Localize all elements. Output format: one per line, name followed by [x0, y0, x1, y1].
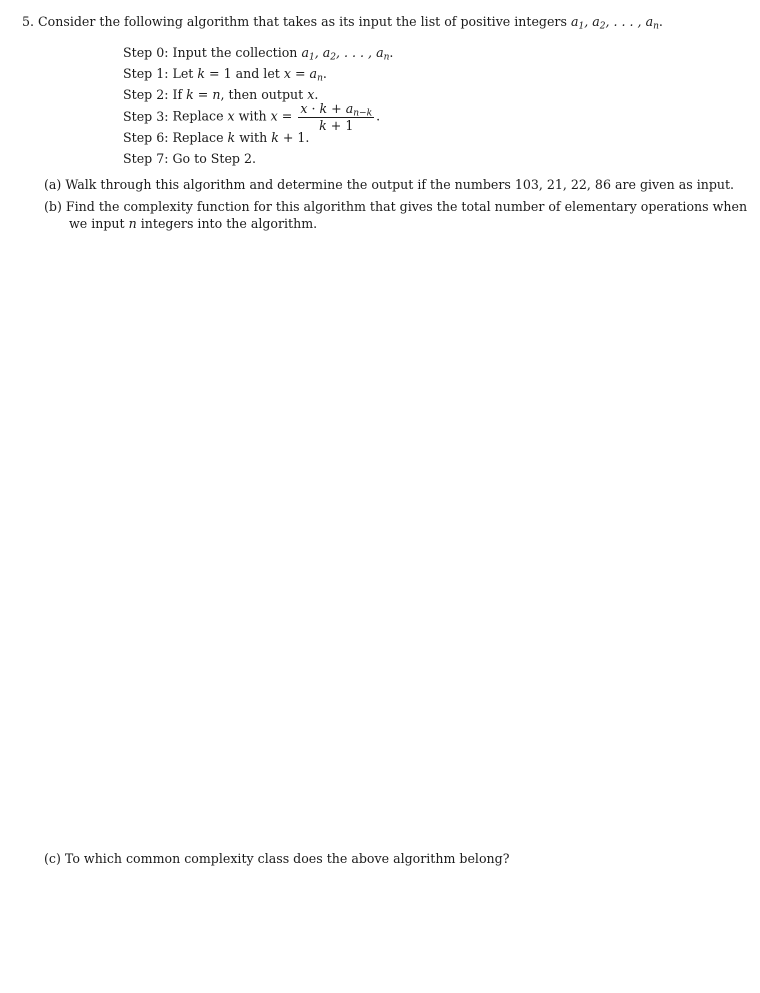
step-1-text-b: and let	[235, 66, 280, 81]
step-1-text-a: Let	[172, 66, 194, 81]
math-x-equals-an: $x = a_n$	[283, 66, 323, 84]
step-2-text-b: then output	[228, 87, 304, 102]
step-7-text: Go to Step 2.	[172, 151, 256, 166]
step-3-text: Replace	[172, 108, 224, 124]
math-input-list: $a_1$, $a_2$, . . . , $a_n$	[570, 14, 659, 32]
part-a	[44, 177, 734, 193]
step-7	[123, 151, 256, 167]
math-x-assign: x =	[270, 108, 293, 124]
step-6: Step 6: Replace k with k + 1.	[123, 130, 310, 145]
math-k-equals-n: k = n	[186, 87, 221, 102]
part-a-label: (a)	[44, 177, 62, 192]
step-2: Step 2: If k = n, then output x.	[123, 87, 319, 102]
math-fraction	[298, 101, 374, 133]
math-x: x	[307, 87, 315, 102]
step-0: Step 0: Input the collection $a_1$, $a_2$, . . . , $a_n$.	[123, 45, 394, 63]
part-c-label: (c)	[44, 851, 61, 866]
part-b-line1: Find the complexity function for this algorithm that gives the total number of elementary operations when	[65, 199, 748, 214]
part-b	[44, 199, 747, 215]
step-2-label: Step 2:	[123, 87, 169, 102]
step-0-text: Input the collection	[172, 45, 298, 60]
part-b-line2-a: we input	[69, 216, 125, 231]
part-b-continued	[69, 216, 317, 232]
problem-statement: 5. Consider the following algorithm that takes as its input the list of positive integers $a_1$, $a_2$, . . . , $a_n$.	[22, 14, 663, 32]
part-c	[44, 851, 509, 867]
fraction-denominator: k + 1	[319, 117, 354, 133]
problem-number: 5.	[22, 14, 35, 29]
math-collection: $a_1$, $a_2$, . . . , $a_n$	[301, 45, 390, 63]
step-1: Step 1: Let k = 1 and let $x = a_n$.	[123, 66, 327, 84]
step-3: Step 3: Replace x with x = $\frac{x \cdot k + a_{n-k}}{k + 1}$ .	[123, 101, 381, 133]
part-c-text: To which common complexity class does the above algorithm belong?	[64, 851, 510, 866]
step-1-label: Step 1:	[123, 66, 169, 81]
part-b-label: (b)	[44, 199, 62, 214]
part-a-text: Walk through this algorithm and determine the output if the numbers 103, 21, 22, 86 are given as input.	[65, 177, 735, 192]
math-x: x	[227, 108, 235, 124]
part-b-line2-b: integers into the algorithm.	[140, 216, 318, 231]
problem-intro: Consider the following algorithm that takes as its input the list of positive integers	[38, 14, 567, 29]
fraction-numerator: $x \cdot k + a_{n-k}$	[300, 101, 373, 119]
step-3-label: Step 3:	[123, 108, 169, 124]
step-6-with: with	[239, 130, 268, 145]
step-3-with: with	[238, 108, 267, 124]
step-7-label: Step 7:	[123, 151, 169, 166]
step-0-label: Step 0:	[123, 45, 169, 60]
math-k: k	[227, 130, 236, 145]
math-k-equals-1: k = 1	[197, 66, 232, 81]
math-k-plus-1: k + 1	[271, 130, 306, 145]
step-6-label: Step 6:	[123, 130, 169, 145]
step-6-text: Replace	[172, 130, 224, 145]
step-2-text-a: If	[172, 87, 183, 102]
math-n: n	[128, 216, 137, 231]
